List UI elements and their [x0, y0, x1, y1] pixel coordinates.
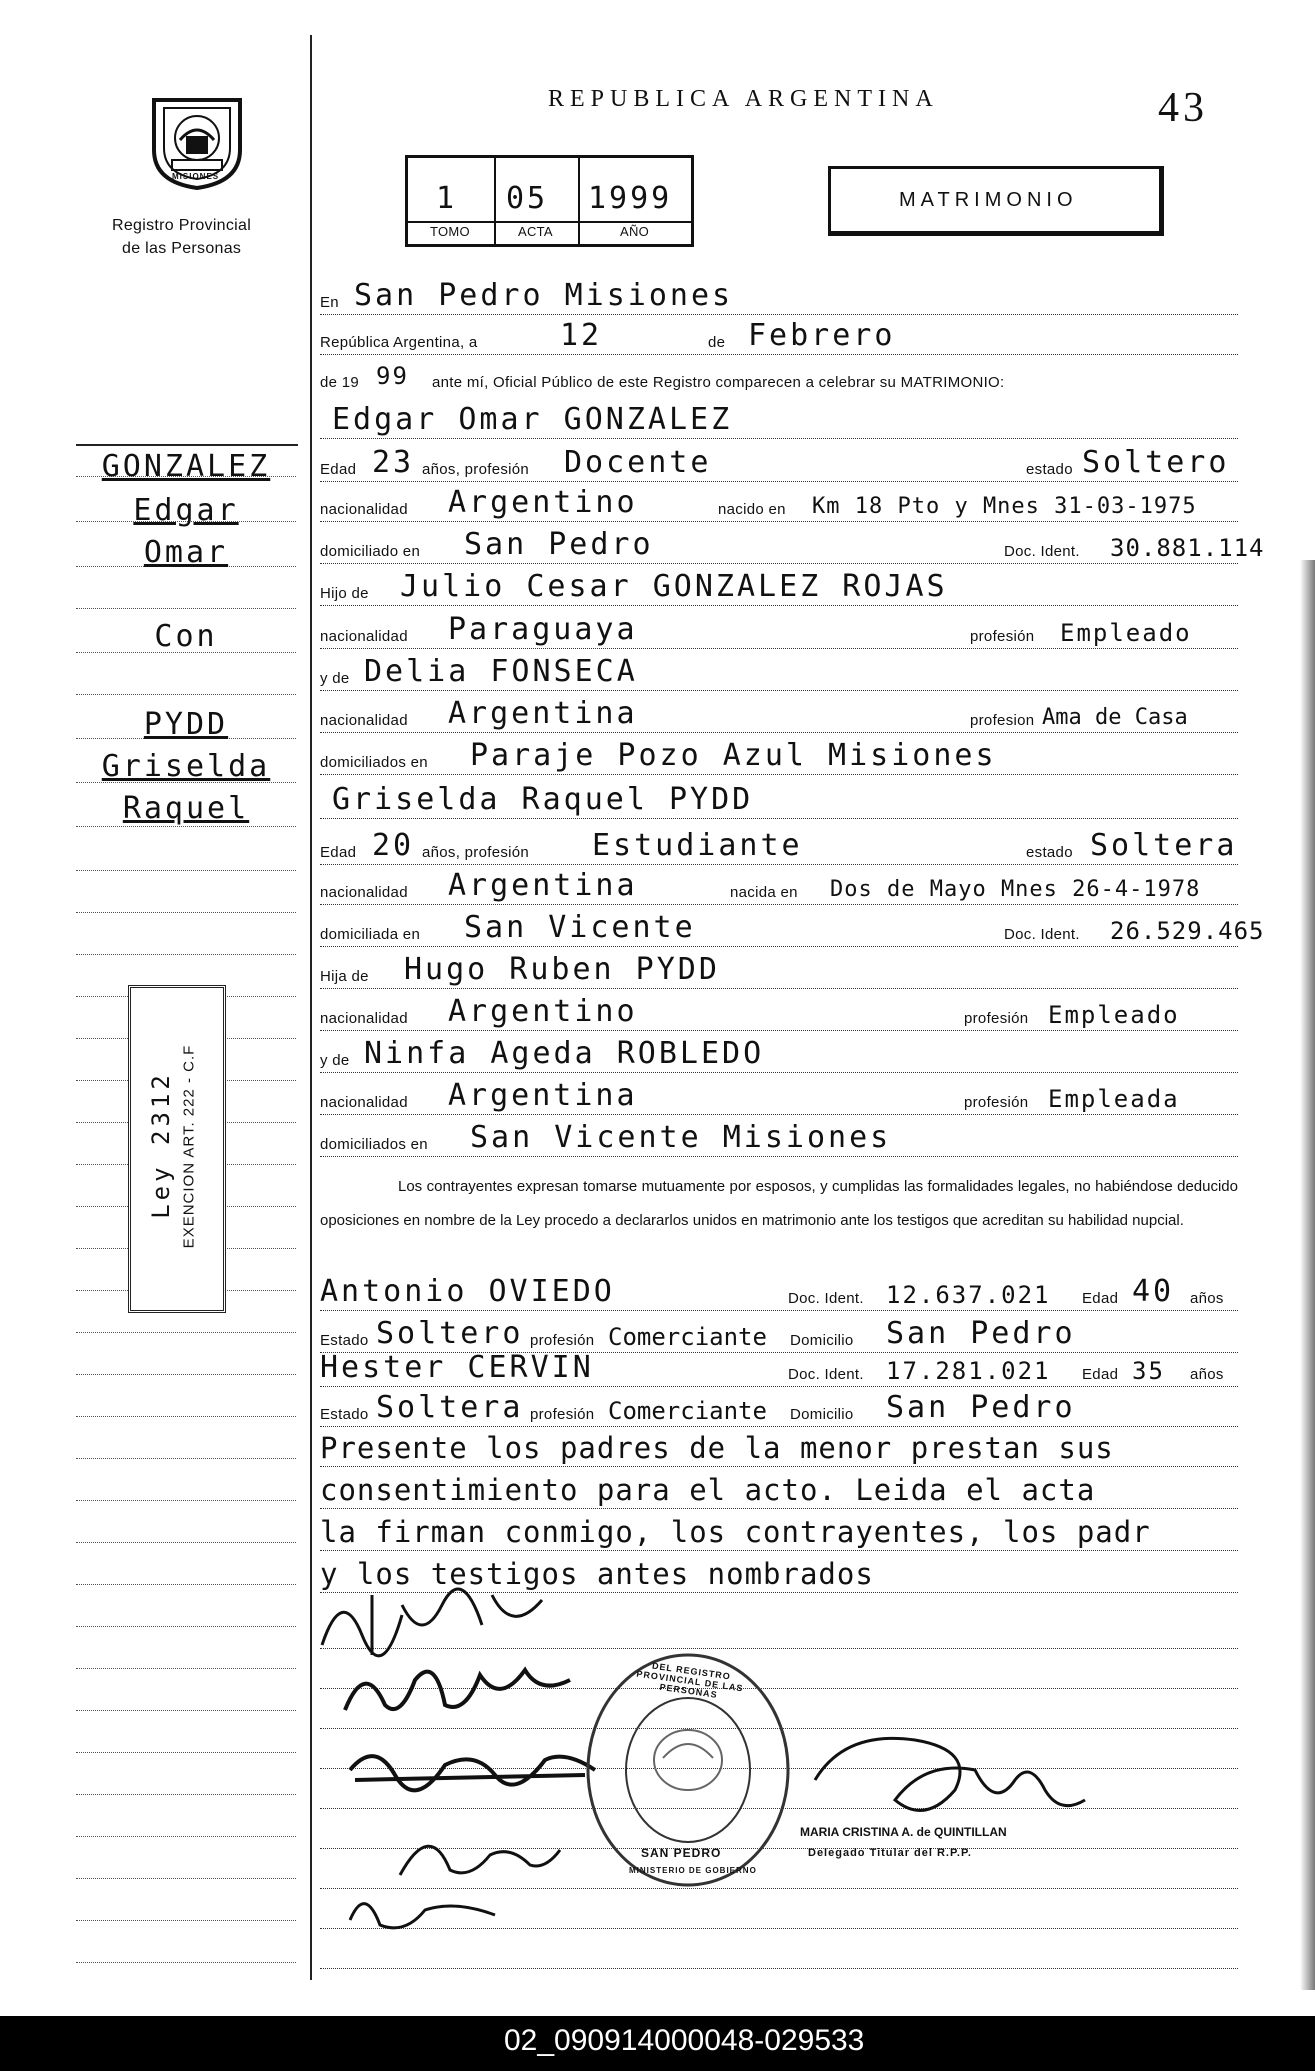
seal-bottom-text: SAN PEDRO	[641, 1846, 722, 1860]
margin-line	[76, 694, 296, 695]
hija-label: Hija de	[320, 968, 369, 985]
note-line-3	[320, 1514, 1238, 1551]
groom-doc: 30.881.114	[1110, 534, 1265, 562]
year-prefix: de 19	[320, 374, 360, 391]
margin-bride-given-2: Raquel	[122, 791, 250, 826]
margin-line	[76, 1542, 296, 1543]
anos-label: años	[1190, 1366, 1224, 1383]
month-value: Febrero	[748, 318, 896, 353]
line-bride-age	[320, 828, 1238, 865]
exemption-stamp-line2: EXENCION ART. 222 - C.F	[180, 1044, 198, 1249]
registry-name-line1: Registro Provincial	[112, 217, 252, 234]
line-witness1	[320, 1274, 1238, 1311]
bride-mother: Ninfa Ageda ROBLEDO	[364, 1036, 765, 1071]
yde-label: y de	[320, 670, 350, 687]
bride-age: 20	[372, 828, 415, 863]
line-bride-parents-domicile	[320, 1120, 1238, 1157]
domiciliada-label: domiciliada en	[320, 926, 421, 943]
doc-label: Doc. Ident.	[788, 1366, 864, 1383]
line-groom-domicile	[320, 527, 1265, 564]
groom-father: Julio Cesar GONZALEZ ROJAS	[400, 569, 948, 604]
domicilio-label: Domicilio	[790, 1406, 854, 1423]
legal-statement: Los contrayentes expresan tomarse mutuamente por esposos, y cumplidas las formalidades legales, no habiéndose deducido oposiciones en nombre de la Ley procedo a declararlos unidos en matrimonio ante los testigos que acreditan su habilidad nupcial.	[320, 1178, 1238, 1229]
intro-text: ante mí, Oficial Público de este Registro comparecen a celebrar su MATRIMONIO:	[432, 374, 1005, 391]
margin-line	[76, 1374, 296, 1375]
margin-surname: GONZALEZ	[101, 449, 271, 484]
line-groom-father	[320, 569, 1238, 606]
margin-line	[76, 870, 296, 871]
de-label: de	[708, 334, 726, 351]
witness2-domicile: San Pedro	[886, 1390, 1076, 1425]
bride-doc: 26.529.465	[1110, 917, 1265, 945]
line-bride-mother	[320, 1036, 1238, 1073]
note-line-2	[320, 1472, 1238, 1509]
estado-label: Estado	[320, 1332, 369, 1349]
margin-given-2: Omar	[143, 535, 229, 570]
line-witness1-details	[320, 1316, 1238, 1353]
line-date	[320, 318, 1238, 355]
groom-name: Edgar Omar GONZALEZ	[332, 402, 733, 437]
witness2-doc: 17.281.021	[886, 1357, 1051, 1385]
profesion-label: profesión	[964, 1094, 1029, 1111]
tomo-value: 1	[436, 181, 458, 216]
witness1-doc: 12.637.021	[886, 1281, 1051, 1309]
signature-2	[340, 1650, 580, 1730]
profesion-label: profesión	[964, 1010, 1029, 1027]
groom-mother-nationality: Argentina	[448, 696, 638, 731]
exemption-stamp-line1: Ley 2312	[147, 1071, 175, 1219]
exemption-stamp	[128, 985, 226, 1313]
registry-name-line2: de las Personas	[122, 240, 242, 257]
acta-label: ACTA	[518, 224, 553, 239]
acta-value: 05	[506, 181, 549, 216]
bride-domicile: San Vicente	[464, 910, 696, 945]
domicilio-label: Domicilio	[790, 1332, 854, 1349]
line-witness2	[320, 1350, 1238, 1387]
line-bride-father	[320, 952, 1238, 989]
groom-age: 23	[372, 445, 415, 480]
witness1-domicile: San Pedro	[886, 1316, 1076, 1351]
signature-3	[345, 1730, 605, 1800]
day-value: 12	[560, 318, 603, 353]
margin-line	[76, 826, 296, 827]
edad-label: Edad	[320, 844, 357, 861]
anos-label: años, profesión	[422, 844, 530, 861]
ano-label: AÑO	[620, 224, 650, 239]
margin-given-1: Edgar	[133, 493, 239, 528]
nacionalidad-label: nacionalidad	[320, 501, 408, 518]
official-name: MARIA CRISTINA A. de QUINTILLAN	[800, 1825, 1007, 1839]
line-groom-mother	[320, 654, 1238, 691]
edad-label: Edad	[1082, 1366, 1119, 1383]
line-witness2-details	[320, 1390, 1238, 1427]
margin-line	[76, 1332, 296, 1333]
margin-con: Con	[154, 619, 218, 654]
groom-father-profession: Empleado	[1060, 619, 1192, 647]
barcode-text: 02_090914000048-029533	[504, 2024, 865, 2057]
country-title: REPUBLICA ARGENTINA	[548, 86, 939, 112]
groom-domicile: San Pedro	[464, 527, 654, 562]
doc-label: Doc. Ident.	[1004, 926, 1080, 943]
line-groom-nationality	[320, 485, 1238, 522]
margin-line	[76, 1584, 296, 1585]
record-type-label: MATRIMONIO	[899, 189, 1078, 211]
margin-line	[76, 1752, 296, 1753]
page-edge-shadow	[1300, 560, 1315, 1990]
nacionalidad-label: nacionalidad	[320, 628, 408, 645]
line-groom-parents-domicile	[320, 738, 1238, 775]
estado-label: Estado	[320, 1406, 369, 1423]
place-value: San Pedro Misiones	[354, 278, 734, 313]
bride-father-nationality: Argentino	[448, 994, 638, 1029]
margin-line	[76, 608, 296, 609]
en-label: En	[320, 294, 339, 311]
edad-label: Edad	[1082, 1290, 1119, 1307]
line-groom-age	[320, 445, 1238, 482]
groom-father-nationality: Paraguaya	[448, 612, 638, 647]
margin-line	[76, 1710, 296, 1711]
line-bride-nationality	[320, 868, 1238, 905]
domiciliados-label: domiciliados en	[320, 1136, 428, 1153]
seal-ring-text: DEL REGISTRO PROVINCIAL DE LAS PERSONAS	[635, 1660, 745, 1700]
line-year	[320, 358, 1238, 394]
line-groom-name	[320, 402, 1238, 439]
nacionalidad-label: nacionalidad	[320, 884, 408, 901]
signature-official	[805, 1730, 1095, 1840]
line-bride-father-nat	[320, 994, 1238, 1031]
official-seal	[583, 1650, 793, 1890]
witness1-profession: Comerciante	[608, 1323, 767, 1351]
yde-label: y de	[320, 1052, 350, 1069]
note-text-2: consentimiento para el acto. Leida el acta	[320, 1473, 1096, 1507]
witness2-name: Hester CERVIN	[320, 1350, 594, 1385]
bride-profession: Estudiante	[592, 828, 803, 863]
line-bride-domicile	[320, 910, 1265, 947]
bride-status: Soltera	[1090, 828, 1238, 863]
bride-father-profession: Empleado	[1048, 1001, 1180, 1029]
bride-father: Hugo Ruben PYDD	[404, 952, 720, 987]
edad-label: Edad	[320, 461, 357, 478]
line-groom-mother-nat	[320, 696, 1238, 733]
margin-line	[76, 1878, 296, 1879]
hijo-label: Hijo de	[320, 585, 369, 602]
left-border-line	[310, 35, 312, 1980]
witness1-age: 40	[1132, 1274, 1175, 1309]
note-text-1: Presente los padres de la menor prestan sus	[320, 1431, 1114, 1465]
groom-mother: Delia FONSECA	[364, 654, 638, 689]
note-line-1	[320, 1430, 1238, 1467]
doc-label: Doc. Ident.	[788, 1290, 864, 1307]
line-bride-name	[320, 782, 1238, 819]
bride-birth: Dos de Mayo Mnes 26-4-1978	[830, 877, 1201, 902]
bride-mother-nationality: Argentina	[448, 1078, 638, 1113]
groom-parents-domicile: Paraje Pozo Azul Misiones	[470, 738, 997, 773]
line-bride-mother-nat	[320, 1078, 1238, 1115]
anos-label: años, profesión	[422, 461, 530, 478]
bride-parents-domicile: San Vicente Misiones	[470, 1120, 892, 1155]
margin-line	[76, 1626, 296, 1627]
bride-nationality: Argentina	[448, 868, 638, 903]
signature-5	[345, 1880, 505, 1940]
official-title: Delegado Titular del R.P.P.	[808, 1847, 972, 1859]
profesion-label: profesión	[530, 1406, 595, 1423]
margin-bride-surname: PYDD	[143, 707, 229, 742]
signature-4	[390, 1815, 570, 1885]
logo-text: MISIONES	[172, 172, 220, 181]
ano-value: 1999	[588, 181, 673, 216]
bride-name: Griselda Raquel PYDD	[332, 782, 754, 817]
margin-line	[76, 1920, 296, 1921]
margin-line	[76, 1962, 296, 1963]
margin-rule	[76, 444, 298, 446]
doc-label: Doc. Ident.	[1004, 543, 1080, 560]
republica-label: República Argentina, a	[320, 334, 478, 351]
margin-line	[76, 1500, 296, 1501]
line-groom-father-nat	[320, 612, 1238, 649]
groom-mother-profession: Ama de Casa	[1042, 705, 1188, 730]
margin-bride-given-1: Griselda	[101, 749, 271, 784]
groom-profession: Docente	[564, 445, 712, 480]
domiciliados-label: domiciliados en	[320, 754, 428, 771]
witness2-status: Soltera	[376, 1390, 524, 1425]
margin-line	[76, 1458, 296, 1459]
page-number: 43	[1158, 85, 1208, 131]
groom-nationality: Argentino	[448, 485, 638, 520]
nacionalidad-label: nacionalidad	[320, 1094, 408, 1111]
nacionalidad-label: nacionalidad	[320, 1010, 408, 1027]
estado-label: estado	[1026, 844, 1073, 861]
footer-bar	[0, 2016, 1315, 2071]
margin-line	[76, 1668, 296, 1669]
witness1-status: Soltero	[376, 1316, 524, 1351]
record-number-box	[405, 155, 694, 247]
estado-label: estado	[1026, 461, 1073, 478]
seal-lower-text: MINISTERIO DE GOBIERNO	[629, 1866, 757, 1875]
note-text-4: y los testigos antes nombrados	[320, 1557, 874, 1591]
record-type-box	[828, 166, 1164, 236]
domiciliado-label: domiciliado en	[320, 543, 421, 560]
bride-mother-profession: Empleada	[1048, 1085, 1180, 1113]
witness2-profession: Comerciante	[608, 1397, 767, 1425]
tomo-label: TOMO	[430, 224, 470, 239]
profesion-label: profesión	[970, 628, 1035, 645]
margin-line	[76, 1794, 296, 1795]
groom-birth: Km 18 Pto y Mnes 31-03-1975	[812, 494, 1197, 519]
margin-line	[76, 912, 296, 913]
profesion-label: profesión	[530, 1332, 595, 1349]
anos-label: años	[1190, 1290, 1224, 1307]
nacida-label: nacida en	[730, 884, 798, 901]
margin-line	[76, 1416, 296, 1417]
witness2-age: 35	[1132, 1357, 1165, 1385]
nacido-label: nacido en	[718, 501, 786, 518]
margin-line	[76, 1836, 296, 1837]
line-place	[320, 278, 1238, 315]
note-text-3: la firman conmigo, los contrayentes, los padr	[320, 1515, 1151, 1549]
profesion-label: profesion	[970, 712, 1035, 729]
year-suffix: 99	[376, 362, 409, 390]
margin-line	[76, 954, 296, 955]
witness1-name: Antonio OVIEDO	[320, 1274, 615, 1309]
nacionalidad-label: nacionalidad	[320, 712, 408, 729]
groom-status: Soltero	[1082, 445, 1230, 480]
